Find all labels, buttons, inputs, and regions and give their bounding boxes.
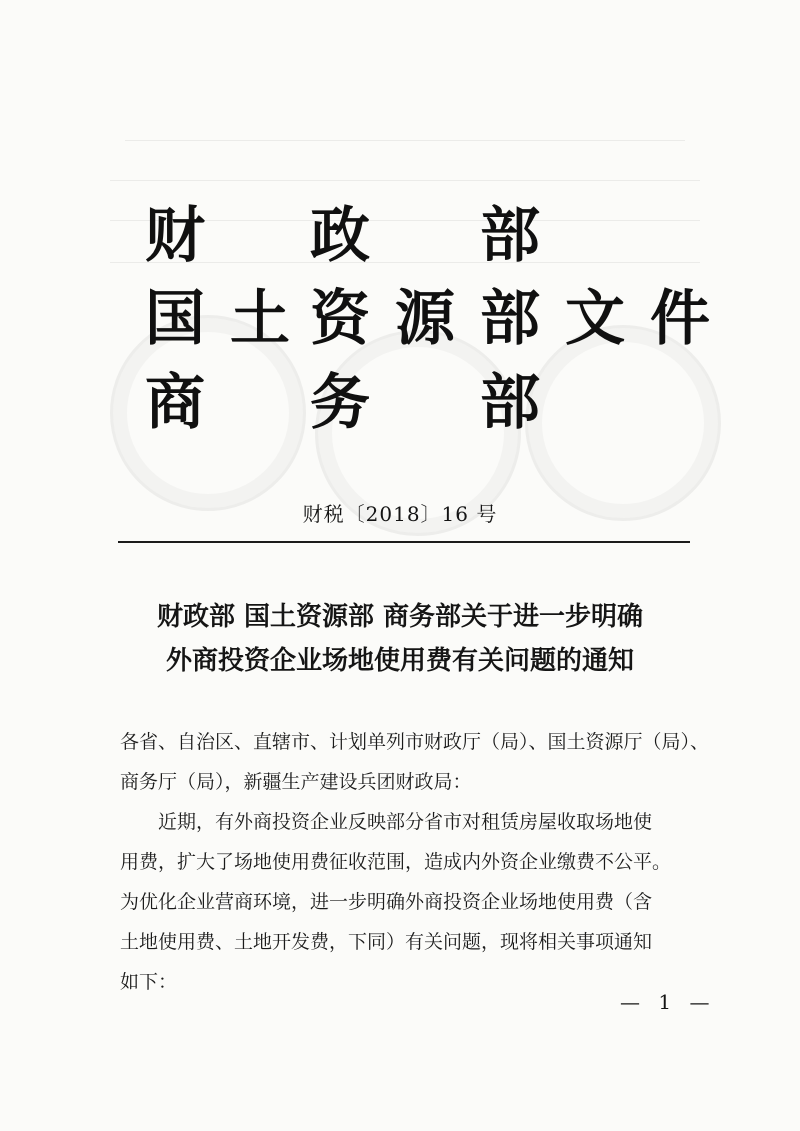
header-char: 文	[565, 284, 625, 354]
header-char: 财	[145, 201, 205, 271]
header-char: 源	[395, 284, 455, 354]
header-char: 务	[310, 368, 370, 438]
bleed-through-line	[125, 140, 685, 141]
header-char: 部	[480, 368, 540, 438]
header-char: 部	[480, 284, 540, 354]
document-number: 财税〔2018〕16 号	[302, 502, 498, 526]
document-body	[120, 722, 710, 1002]
addressee-line: 各省、自治区、直辖市、计划单列市财政厅（局）、国土资源厅（局）、	[120, 731, 710, 753]
header-divider	[118, 541, 690, 543]
body-line: 如下：	[120, 971, 178, 993]
addressee-line: 商务厅（局），新疆生产建设兵团财政局：	[120, 771, 472, 793]
header-char: 件	[650, 284, 710, 354]
header-char: 政	[310, 201, 370, 271]
header-char: 国	[145, 284, 205, 354]
header-char: 土	[230, 284, 290, 354]
header-char: 资	[310, 284, 370, 354]
body-line: 土地使用费、土地开发费，下同）有关问题，现将相关事项通知	[120, 931, 653, 953]
title-line: 外商投资企业场地使用费有关问题的通知	[165, 646, 634, 676]
header-char: 部	[480, 201, 540, 271]
header-char: 商	[145, 368, 205, 438]
body-line: 为优化企业营商环境，进一步明确外商投资企业场地使用费（含	[120, 891, 653, 913]
body-line: 近期，有外商投资企业反映部分省市对租赁房屋收取场地使	[158, 811, 653, 833]
document-title	[0, 595, 800, 683]
page-number: — 1 —	[620, 990, 716, 1014]
title-line: 财政部 国土资源部 商务部关于进一步明确	[156, 602, 644, 632]
bleed-through-line	[110, 180, 700, 181]
issuing-authorities-header	[135, 200, 710, 440]
body-line: 用费，扩大了场地使用费征收范围，造成内外资企业缴费不公平。	[120, 851, 672, 873]
